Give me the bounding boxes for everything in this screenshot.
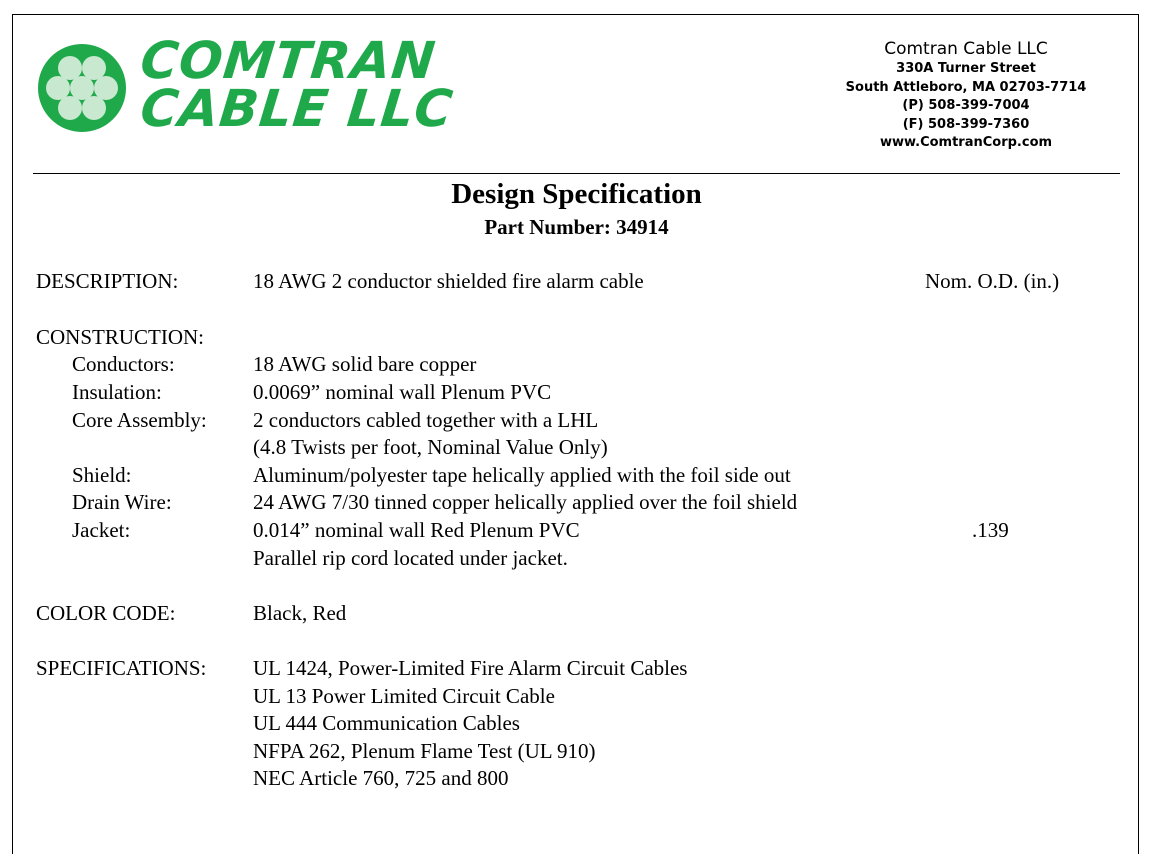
od-column-header: Nom. O.D. (in.) (925, 269, 1060, 293)
header-divider (33, 173, 1120, 174)
part-number: Part Number: 34914 (484, 215, 669, 239)
shield-value: Aluminum/polyester tape helically applied with the foil side out (253, 463, 791, 487)
jacket-value: 0.014” nominal wall Red Plenum PVC (253, 518, 580, 542)
company-phone: (P) 508-399-7004 (902, 98, 1030, 113)
color-code-value: Black, Red (253, 601, 347, 625)
spec-item: UL 444 Communication Cables (253, 711, 520, 735)
spec-item: NFPA 262, Plenum Flame Test (UL 910) (253, 739, 596, 763)
core-assembly-note: (4.8 Twists per foot, Nominal Value Only) (253, 435, 608, 459)
company-fax: (F) 508-399-7360 (902, 116, 1030, 132)
document-title: Design Specification (451, 178, 702, 210)
company-address-street: 330A Turner Street (896, 61, 1036, 76)
cable-cross-section-icon (38, 44, 128, 134)
specifications-label: SPECIFICATIONS: (36, 656, 207, 680)
drain-wire-value: 24 AWG 7/30 tinned copper helically applied over the foil shield (253, 490, 798, 514)
company-logo (38, 32, 498, 139)
construction-label: CONSTRUCTION: (36, 325, 205, 349)
ripcord-note: Parallel rip cord located under jacket. (253, 546, 568, 570)
company-address-city: South Attleboro, MA 02703-7714 (845, 79, 1087, 95)
company-contact-block (836, 38, 1096, 153)
conductors-value: 18 AWG solid bare copper (253, 352, 477, 376)
logo-wordmark-line1: COMTRAN (137, 32, 439, 91)
conductors-label: Conductors: (72, 352, 175, 376)
shield-label: Shield: (72, 463, 132, 487)
company-website[interactable]: www.ComtranCorp.com (879, 135, 1053, 150)
logo-wordmark-line2: CABLE LLC (137, 80, 457, 139)
drain-wire-label: Drain Wire: (72, 490, 172, 514)
jacket-label: Jacket: (72, 518, 131, 542)
insulation-label: Insulation: (72, 380, 162, 404)
core-assembly-value: 2 conductors cabled together with a LHL (253, 408, 599, 432)
jacket-od-value: .139 (972, 518, 1009, 542)
description-label: DESCRIPTION: (36, 269, 179, 293)
spec-item: UL 1424, Power-Limited Fire Alarm Circuit Cables (253, 656, 688, 680)
spec-item: NEC Article 760, 725 and 800 (253, 766, 509, 790)
core-assembly-label: Core Assembly: (72, 408, 207, 432)
description-value: 18 AWG 2 conductor shielded fire alarm cable (253, 269, 644, 293)
company-name: Comtran Cable LLC (884, 39, 1048, 59)
insulation-value: 0.0069” nominal wall Plenum PVC (253, 380, 552, 404)
spec-item: UL 13 Power Limited Circuit Cable (253, 684, 555, 708)
color-code-label: COLOR CODE: (36, 601, 176, 625)
